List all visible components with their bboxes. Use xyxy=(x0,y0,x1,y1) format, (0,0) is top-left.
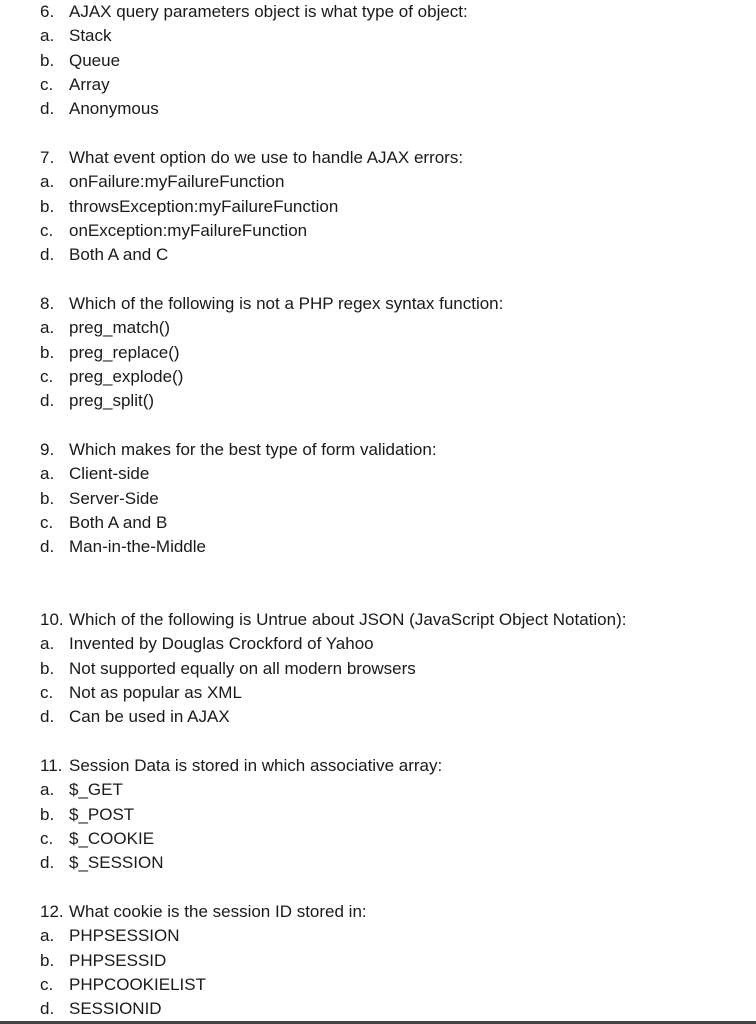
question-prompt xyxy=(0,900,756,924)
question-prompt xyxy=(0,608,756,632)
answer-option xyxy=(0,365,756,389)
option-letter: b. xyxy=(40,658,55,678)
option-letter: a. xyxy=(40,780,55,800)
option-text: Queue xyxy=(69,50,121,70)
option-letter: b. xyxy=(40,804,55,824)
option-letter: b. xyxy=(40,488,55,508)
question-prompt xyxy=(0,754,756,778)
option-letter: c. xyxy=(40,366,54,386)
option-text: $_SESSION xyxy=(69,853,164,873)
option-letter: a. xyxy=(40,464,55,484)
question-number: 6. xyxy=(40,2,55,21)
option-text: Anonymous xyxy=(69,99,159,119)
answer-option xyxy=(0,803,756,827)
question-number: 12. xyxy=(40,902,64,921)
answer-option xyxy=(0,511,756,535)
option-text: Stack xyxy=(69,26,112,46)
option-text: onFailure:myFailureFunction xyxy=(69,172,285,192)
answer-option xyxy=(0,997,756,1021)
option-text: preg_replace() xyxy=(69,342,180,362)
answer-option xyxy=(0,341,756,365)
question-number: 8. xyxy=(40,294,55,313)
answer-option xyxy=(0,924,756,948)
question-prompt xyxy=(0,146,756,170)
answer-option xyxy=(0,219,756,243)
option-text: Invented by Douglas Crockford of Yahoo xyxy=(69,634,374,654)
answer-option xyxy=(0,973,756,997)
option-letter: a. xyxy=(40,172,55,192)
question-8 xyxy=(0,292,756,413)
option-text: PHPSESSID xyxy=(69,950,167,970)
question-prompt xyxy=(0,438,756,462)
answer-option xyxy=(0,316,756,340)
answer-option xyxy=(0,705,756,729)
answer-option xyxy=(0,851,756,875)
option-letter: b. xyxy=(40,950,55,970)
option-letter: b. xyxy=(40,342,55,362)
question-text: What cookie is the session ID stored in: xyxy=(69,902,367,921)
option-text: preg_split() xyxy=(69,391,155,411)
question-9 xyxy=(0,438,756,559)
answer-option xyxy=(0,657,756,681)
answer-option xyxy=(0,778,756,802)
option-text: preg_match() xyxy=(69,318,171,338)
question-text: Session Data is stored in which associative array: xyxy=(69,756,443,775)
answer-option xyxy=(0,487,756,511)
question-number: 11. xyxy=(40,756,63,775)
option-text: $_GET xyxy=(69,780,123,800)
option-text: Both A and B xyxy=(69,512,168,532)
option-text: Man-in-the-Middle xyxy=(69,537,206,557)
question-number: 10. xyxy=(40,610,64,629)
option-letter: b. xyxy=(40,196,55,216)
option-text: Can be used in AJAX xyxy=(69,707,230,727)
question-text: What event option do we use to handle AJAX errors: xyxy=(69,148,464,167)
option-text: SESSIONID xyxy=(69,999,162,1019)
answer-option xyxy=(0,389,756,413)
option-text: onException:myFailureFunction xyxy=(69,220,308,240)
option-text: throwsException:myFailureFunction xyxy=(69,196,339,216)
answer-option xyxy=(0,462,756,486)
answer-option xyxy=(0,632,756,656)
option-text: $_POST xyxy=(69,804,135,824)
option-letter: a. xyxy=(40,26,55,46)
option-text: PHPCOOKIELIST xyxy=(69,974,206,994)
option-letter: a. xyxy=(40,926,55,946)
question-text: Which makes for the best type of form validation: xyxy=(69,440,437,459)
answer-option xyxy=(0,681,756,705)
question-text: Which of the following is not a PHP regex syntax function: xyxy=(69,294,504,313)
option-letter: a. xyxy=(40,318,55,338)
answer-option xyxy=(0,73,756,97)
answer-option xyxy=(0,24,756,48)
question-11 xyxy=(0,754,756,875)
option-letter: d. xyxy=(40,99,55,119)
option-letter: c. xyxy=(40,220,54,240)
question-7 xyxy=(0,146,756,267)
question-prompt xyxy=(0,0,756,24)
answer-option xyxy=(0,195,756,219)
answer-option xyxy=(0,97,756,121)
option-letter: a. xyxy=(40,634,55,654)
answer-option xyxy=(0,243,756,267)
option-letter: c. xyxy=(40,74,54,94)
option-letter: c. xyxy=(40,974,54,994)
answer-option xyxy=(0,949,756,973)
option-letter: c. xyxy=(40,512,54,532)
option-text: Server-Side xyxy=(69,488,159,508)
question-number: 9. xyxy=(40,440,55,459)
option-text: Not as popular as XML xyxy=(69,682,242,702)
option-letter: c. xyxy=(40,828,54,848)
question-10 xyxy=(0,608,756,729)
question-number: 7. xyxy=(40,148,55,167)
option-text: Array xyxy=(69,74,110,94)
option-text: $_COOKIE xyxy=(69,828,155,848)
answer-option xyxy=(0,535,756,559)
option-letter: d. xyxy=(40,391,55,411)
answer-option xyxy=(0,170,756,194)
answer-option xyxy=(0,49,756,73)
question-prompt xyxy=(0,292,756,316)
option-letter: d. xyxy=(40,245,55,265)
option-letter: d. xyxy=(40,537,55,557)
question-text: Which of the following is Untrue about JSON (JavaScript Object Notation): xyxy=(69,610,627,629)
option-text: preg_explode() xyxy=(69,366,184,386)
option-letter: b. xyxy=(40,50,55,70)
option-letter: d. xyxy=(40,853,55,873)
question-text: AJAX query parameters object is what type of object: xyxy=(69,2,468,21)
option-text: Both A and C xyxy=(69,245,169,265)
answer-option xyxy=(0,827,756,851)
question-6 xyxy=(0,0,756,121)
option-text: Client-side xyxy=(69,464,150,484)
option-letter: c. xyxy=(40,682,54,702)
question-12 xyxy=(0,900,756,1021)
option-letter: d. xyxy=(40,999,55,1019)
option-text: PHPSESSION xyxy=(69,926,180,946)
option-letter: d. xyxy=(40,707,55,727)
option-text: Not supported equally on all modern browsers xyxy=(69,658,416,678)
